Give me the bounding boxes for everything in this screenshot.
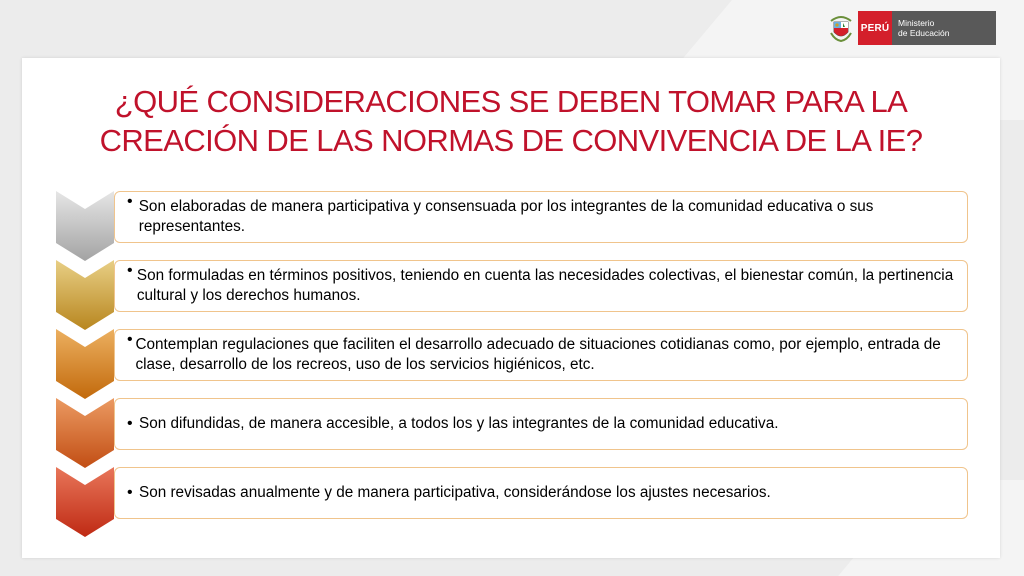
chevron-down-icon [56, 191, 114, 271]
slide-title-line2: CREACIÓN DE LAS NORMAS DE CONVIVENCIA DE LA IE? [99, 123, 923, 158]
ministry-label [892, 11, 996, 45]
list-item-text: Contemplan regulaciones que faciliten el desarrollo adecuado de situaciones cotidianas como, por ejemplo, entrada de clase, desarrollo de los recreos, uso de los servicios higiénicos, etc. [135, 336, 941, 373]
list-item [56, 398, 976, 478]
list-item-text: Son revisadas anualmente y de manera participativa, considerándose los ajustes necesarios. [139, 484, 771, 501]
bullet: • [127, 331, 133, 348]
list-item-box [114, 467, 968, 519]
ministry-logo [826, 11, 996, 45]
chevron-down-icon [56, 467, 114, 547]
coat-of-arms-icon [826, 13, 856, 43]
bullet: • [127, 262, 133, 279]
list-item [56, 191, 976, 271]
list-item-box [114, 260, 968, 312]
list-item [56, 260, 976, 340]
list-item [56, 329, 976, 409]
list-item-box [114, 398, 968, 450]
list-item-text: Son difundidas, de manera accesible, a todos los y las integrantes de la comunidad educativa. [139, 415, 779, 432]
slide-title-line1: ¿QUÉ CONSIDERACIONES SE DEBEN TOMAR PARA LA [114, 84, 908, 119]
country-badge: PERÚ [858, 11, 892, 45]
list-item-box [114, 191, 968, 243]
slide-title [22, 82, 1000, 160]
slide-content [22, 58, 1000, 558]
chevron-down-icon [56, 398, 114, 478]
chevron-down-icon [56, 329, 114, 409]
list-item [56, 467, 976, 547]
bullet: • [127, 193, 133, 210]
list-item-text: Son elaboradas de manera participativa y consensuada por los integrantes de la comunidad educativa o sus representantes. [138, 198, 874, 235]
list-item-text: Son formuladas en términos positivos, teniendo en cuenta las necesidades colectivas, el bienestar común, la pertinencia cultural y los derechos humanos. [136, 267, 954, 304]
ministry-label-line2: de Educación [898, 28, 950, 38]
bullet: • [127, 484, 133, 501]
ministry-label-line1: Ministerio [898, 18, 935, 28]
bullet: • [127, 415, 133, 432]
list-item-box [114, 329, 968, 381]
chevron-down-icon [56, 260, 114, 340]
